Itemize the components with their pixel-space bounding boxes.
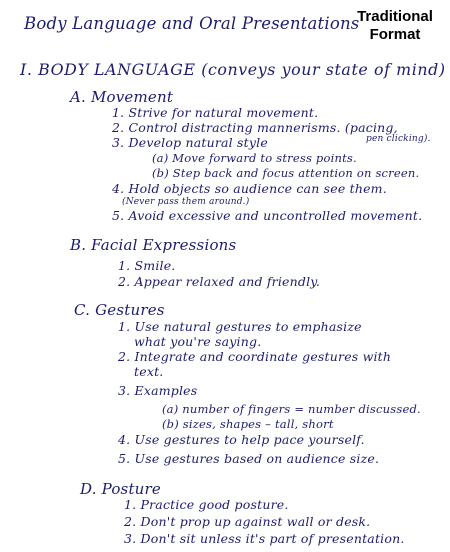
section-c-item-3b: (b) sizes, shapes – tall, short xyxy=(162,417,334,431)
section-c-item-1: 1. Use natural gestures to emphasize xyxy=(118,319,362,334)
section-c-item-4: 4. Use gestures to help pace yourself. xyxy=(118,432,365,447)
outline-heading: I. BODY LANGUAGE (conveys your state of mind) xyxy=(20,60,446,79)
section-a-item-4-note: (Never pass them around.) xyxy=(122,197,250,207)
section-c-item-1-cont: what you're saying. xyxy=(134,334,262,349)
section-b-label: B. Facial Expressions xyxy=(70,236,237,254)
format-label xyxy=(346,8,444,44)
section-c-label: C. Gestures xyxy=(74,301,165,319)
section-a-item-2-cont: pen clicking). xyxy=(366,134,431,144)
section-a-item-4: 4. Hold objects so audience can see them. xyxy=(112,181,387,196)
section-b-item-1: 1. Smile. xyxy=(118,258,176,273)
section-a-item-3a: (a) Move forward to stress points. xyxy=(152,151,357,165)
section-c-item-3: 3. Examples xyxy=(118,383,198,398)
section-a-item-1: 1. Strive for natural movement. xyxy=(112,105,319,120)
format-label-line1: Traditional xyxy=(357,8,433,25)
section-a-label: A. Movement xyxy=(70,88,174,106)
format-label-line2: Format xyxy=(369,26,421,43)
section-a-item-2: 2. Control distracting mannerisms. (pacing, xyxy=(112,120,398,135)
section-c-item-2: 2. Integrate and coordinate gestures with xyxy=(118,349,392,364)
page-title: Body Language and Oral Presentations xyxy=(24,14,360,33)
section-c-item-3a: (a) number of fingers = number discussed. xyxy=(162,402,421,416)
section-d-item-2: 2. Don't prop up against wall or desk. xyxy=(124,514,371,529)
section-c-item-2-cont: text. xyxy=(134,364,164,379)
section-a-item-3: 3. Develop natural style xyxy=(112,135,268,150)
section-b-item-2: 2. Appear relaxed and friendly. xyxy=(118,274,321,289)
section-a-item-5: 5. Avoid excessive and uncontrolled movement. xyxy=(112,208,423,223)
section-d-item-1: 1. Practice good posture. xyxy=(124,497,289,512)
section-d-item-3: 3. Don't sit unless it's part of presentation. xyxy=(124,531,405,546)
section-a-item-3b: (b) Step back and focus attention on screen. xyxy=(152,166,420,180)
section-d-label: D. Posture xyxy=(80,480,161,498)
section-c-item-5: 5. Use gestures based on audience size. xyxy=(118,451,380,466)
